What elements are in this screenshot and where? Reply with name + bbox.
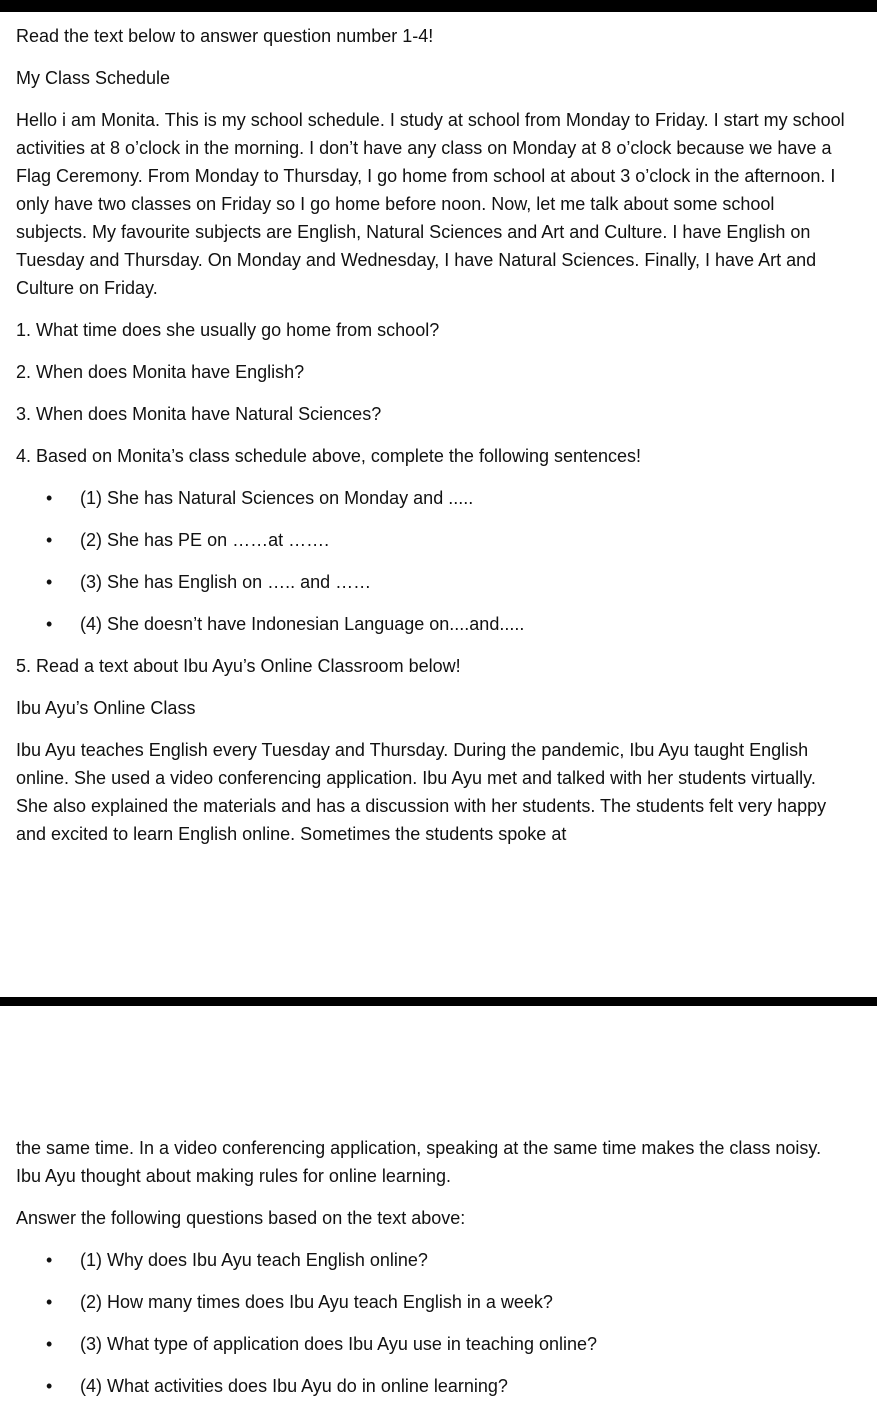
list-item-text: (1) She has Natural Sciences on Monday and ..... — [80, 488, 474, 508]
passage-online-class-part1: Ibu Ayu teaches English every Tuesday and Thursday. During the pandemic, Ibu Ayu taught English online. She used a video conferencing application. Ibu Ayu met and talked with her students virtually. She also explained the materials and has a discussion with her students. The students felt very happy and excited to learn English online. Sometimes the students spoke at — [16, 740, 827, 844]
instruction-text: Read the text below to answer question number 1-4! — [16, 26, 434, 46]
list-item-text: (2) She has PE on ……at ……. — [80, 530, 330, 550]
question-1: 1. What time does she usually go home from school? — [16, 320, 440, 340]
bullet-icon: • — [46, 488, 53, 508]
passage-online-class-part2: the same time. In a video conferencing application, speaking at the same time makes the class noisy. Ibu Ayu thought about making rules for online learning. — [16, 1138, 822, 1186]
list-item — [16, 1288, 846, 1316]
document-page-1 — [16, 22, 846, 848]
top-divider-bar — [0, 0, 877, 12]
list-item — [16, 484, 846, 512]
list-item-text: (3) She has English on ….. and …… — [80, 572, 372, 592]
bullet-icon: • — [46, 1376, 53, 1396]
bullet-icon: • — [46, 1334, 53, 1354]
bullet-icon: • — [46, 530, 53, 550]
section-title-class-schedule: My Class Schedule — [16, 68, 171, 88]
question-2: 2. When does Monita have English? — [16, 362, 305, 382]
list-item — [16, 1246, 846, 1274]
question-5: 5. Read a text about Ibu Ayu’s Online Classroom below! — [16, 656, 461, 676]
bullet-icon: • — [46, 614, 53, 634]
list-item — [16, 568, 846, 596]
completion-list — [16, 484, 846, 638]
list-item — [16, 526, 846, 554]
bullet-icon: • — [46, 1250, 53, 1270]
list-item-text: (4) What activities does Ibu Ayu do in online learning? — [80, 1376, 508, 1396]
bullet-icon: • — [46, 1292, 53, 1312]
question-4: 4. Based on Monita’s class schedule above, complete the following sentences! — [16, 446, 642, 466]
list-item — [16, 1372, 846, 1400]
answer-instruction: Answer the following questions based on the text above: — [16, 1208, 466, 1228]
online-class-question-list — [16, 1246, 846, 1400]
list-item-text: (3) What type of application does Ibu Ayu use in teaching online? — [80, 1334, 598, 1354]
page-divider-bar — [0, 997, 877, 1006]
section-title-online-class: Ibu Ayu’s Online Class — [16, 698, 196, 718]
list-item — [16, 1330, 846, 1358]
document-page-2 — [16, 1134, 846, 1414]
passage-class-schedule: Hello i am Monita. This is my school schedule. I study at school from Monday to Friday. I start my school activities at 8 o’clock in the morning. I don’t have any class on Monday at 8 o’clock because we have a Flag Ceremony. From Monday to Thursday, I go home from school at about 3 o’clock in the afternoon. I only have two classes on Friday so I go home before noon. Now, let me talk about some school subjects. My favourite subjects are English, Natural Sciences and Art and Culture. I have English on Tuesday and Thursday. On Monday and Wednesday, I have Natural Sciences. Finally, I have Art and Culture on Friday. — [16, 110, 845, 298]
list-item-text: (1) Why does Ibu Ayu teach English online? — [80, 1250, 428, 1270]
list-item — [16, 610, 846, 638]
list-item-text: (4) She doesn’t have Indonesian Language on....and..... — [80, 614, 525, 634]
list-item-text: (2) How many times does Ibu Ayu teach English in a week? — [80, 1292, 553, 1312]
bullet-icon: • — [46, 572, 53, 592]
question-3: 3. When does Monita have Natural Sciences? — [16, 404, 382, 424]
